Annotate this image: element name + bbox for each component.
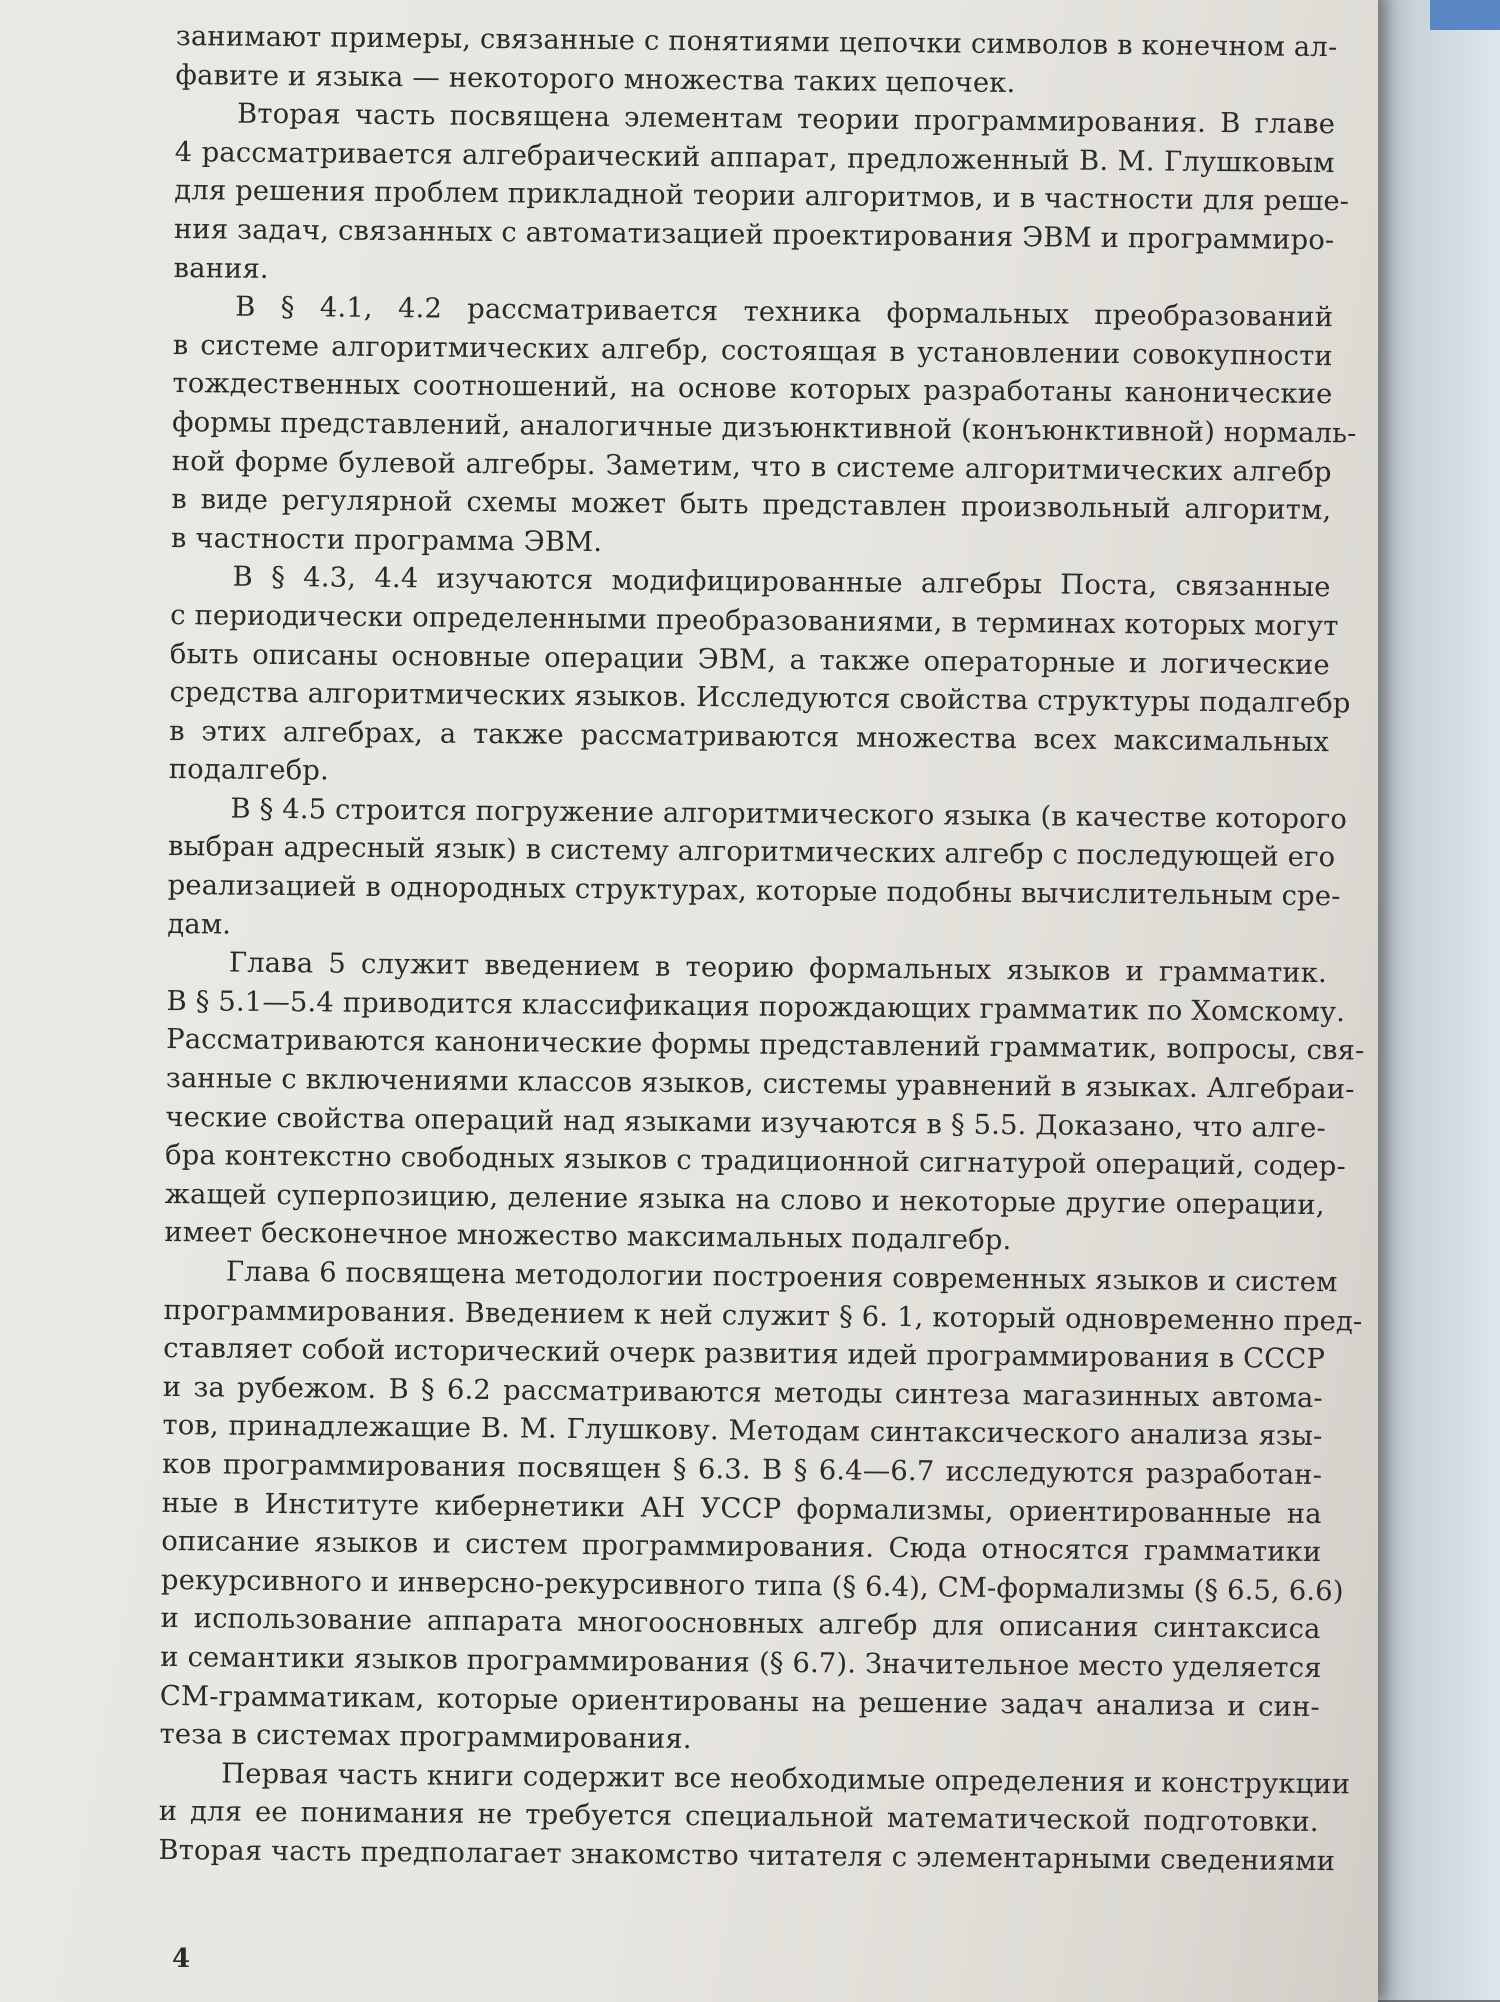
- text-line: программирования. Введением к ней служит § 6. 1, который одновременно пред-: [163, 1294, 1363, 1338]
- text-line: выбран адресный язык) в систему алгоритмических алгебр с последующей его: [167, 831, 1336, 874]
- text-line: ной форме булевой алгебры. Заметим, что в системе алгоритмических алгебр: [171, 445, 1332, 488]
- text-line: В § 5.1—5.4 приводится классификация порождающих грамматик по Хомскому.: [166, 985, 1346, 1029]
- text-line: формы представлений, аналогичные дизъюнктивной (конъюнктивной) нормаль-: [171, 406, 1357, 450]
- text-line: в виде регулярной схемы может быть представлен произвольный алгоритм,: [171, 484, 1332, 527]
- text-line: ставляет собой исторический очерк развития идей программирования в СССР: [163, 1333, 1326, 1376]
- text-line: рекурсивного и инверсно-рекурсивного типа (§ 6.4), СМ-формализмы (§ 6.5, 6.6): [160, 1564, 1344, 1608]
- text-line: В § 4.5 строится погружение алгоритмического языка (в качестве которого: [230, 793, 1348, 836]
- text-line: 4 рассматривается алгебраический аппарат, предложенный В. М. Глушковым: [174, 136, 1335, 179]
- text-line: для решения проблем прикладной теории алгоритмов, и в частности для реше-: [174, 175, 1350, 218]
- text-line: вания.: [173, 252, 269, 285]
- text-line: ные в Институте кибернетики АН УССР формализмы, ориентированные на: [161, 1487, 1322, 1530]
- text-line: бра контекстно свободных языков с традиционной сигнатурой операций, содер-: [164, 1140, 1347, 1183]
- text-line: фавите и языка — некоторого множества таких цепочек.: [175, 59, 1016, 99]
- text-line: средства алгоритмических языков. Исследуются свойства структуры подалгебр: [169, 677, 1351, 720]
- text-line: и для ее понимания не требуется специальной математической подготовки.: [158, 1796, 1319, 1839]
- text-line: СМ-грамматикам, которые ориентированы на решение задач анализа и син-: [159, 1680, 1320, 1723]
- text-line: и семантики языков программирования (§ 6.7). Значительное место уделяется: [160, 1641, 1322, 1685]
- text-line: теза в системах программирования.: [159, 1719, 692, 1756]
- text-line: тождественных соотношений, на основе которых разработаны канонические: [172, 368, 1333, 411]
- text-line: жащей суперпозицию, деление языка на слово и некоторые другие операции,: [164, 1178, 1325, 1221]
- text-line: имеет бесконечное множество максимальных подалгебр.: [164, 1217, 1012, 1257]
- text-line: В § 4.3, 4.4 изучаются модифицированные алгебры Поста, связанные: [232, 561, 1331, 604]
- background-surface: [1370, 0, 1500, 2000]
- text-line: и за рубежом. В § 6.2 рассматриваются методы синтеза магазинных автома-: [162, 1371, 1323, 1414]
- text-line: с периодически определенными преобразованиями, в терминах которых могут: [170, 599, 1339, 643]
- text-line: ния задач, связанных с автоматизацией проектирования ЭВМ и программиро-: [173, 213, 1335, 257]
- text-line: тов, принадлежащие В. М. Глушкову. Методам синтаксического анализа язы-: [162, 1410, 1323, 1453]
- text-line: в частности программа ЭВМ.: [170, 522, 603, 558]
- body-text: [158, 18, 1365, 1882]
- text-line: в системе алгоритмических алгебр, состоящая в установлении совокупности: [172, 329, 1333, 372]
- text-line: Рассматриваются канонические формы представлений грамматик, вопросы, свя-: [166, 1024, 1365, 1067]
- text-line: Вторая часть посвящена элементам теории программирования. В главе: [236, 98, 1336, 141]
- text-line: ков программирования посвящен § 6.3. В § 6.4—6.7 исследуются разработан-: [161, 1448, 1323, 1492]
- background-object: [1430, 0, 1500, 30]
- text-line: быть описаны основные операции ЭВМ, а также операторные и логические: [169, 638, 1330, 681]
- text-line: и использование аппарата многоосновных алгебр для описания синтаксиса: [160, 1603, 1321, 1646]
- text-line: Вторая часть предполагает знакомство читателя с элементарными сведениями: [158, 1834, 1336, 1878]
- text-line: в этих алгебрах, а также рассматриваются множества всех максимальных: [169, 715, 1330, 758]
- text-line: Глава 5 служит введением в теорию формальных языков и грамматик.: [228, 947, 1328, 990]
- text-line: Глава 6 посвящена методологии построения современных языков и систем: [225, 1256, 1338, 1299]
- text-line: подалгебр.: [168, 754, 330, 787]
- text-line: занные с включениями классов языков, системы уравнений в языках. Алгебраи-: [165, 1062, 1355, 1106]
- text-line: В § 4.1, 4.2 рассматривается техника формальных преобразований: [235, 291, 1334, 334]
- text-line: дам.: [167, 908, 232, 941]
- text-line: занимают примеры, связанные с понятиями цепочки символов в конечном ал-: [175, 20, 1338, 64]
- text-line: ческие свойства операций над языками изучаются в § 5.5. Доказано, что алге-: [165, 1101, 1326, 1144]
- page-number: 4: [172, 1944, 191, 1974]
- text-line: описание языков и систем программирования. Сюда относятся грамматики: [161, 1526, 1322, 1569]
- text-line: реализацией в однородных структурах, которые подобны вычислительным сре-: [167, 870, 1341, 913]
- text-line: Первая часть книги содержит все необходимые определения и конструкции: [220, 1758, 1351, 1801]
